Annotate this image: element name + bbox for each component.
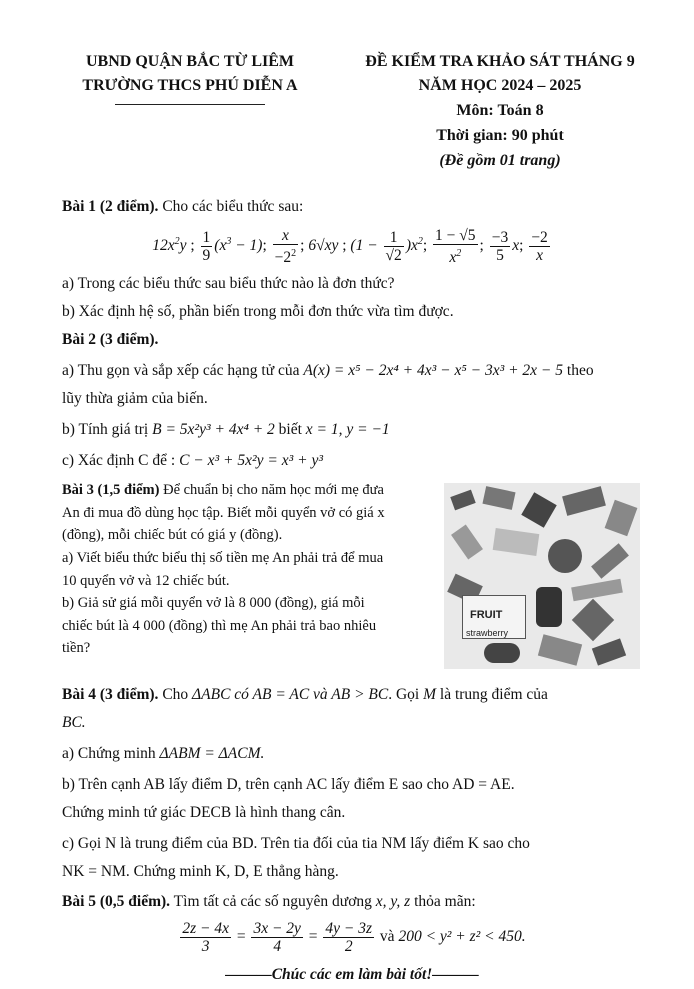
bai5-inequality: 200 < y² + z² < 450. xyxy=(398,928,526,946)
closing-wish: ———Chúc các em làm bài tốt!——— xyxy=(225,966,479,984)
supply-item xyxy=(548,539,582,573)
bai2-a-suffix: theo xyxy=(566,362,594,380)
bai5-formula: $\frac{2z - 4x}{3}$ = $\frac{3x - 2y}{4}$ = $\frac{4y - 3z}{2}$ và 200 < y² + z² < 450. xyxy=(182,920,526,956)
bai3-q-b2: chiếc bút là 4 000 (đồng) thì mẹ An phải trả bao nhiêu xyxy=(62,617,377,634)
school-year: NĂM HỌC 2024 – 2025 xyxy=(418,77,582,94)
bai3-text xyxy=(62,479,438,660)
supply-item xyxy=(592,639,626,666)
supply-item xyxy=(493,528,540,556)
bai2-b-expr: B = 5x²y³ + 4x⁴ + 2 xyxy=(152,421,275,439)
bai5-vars: x, y, z xyxy=(375,893,411,911)
bai5-title: Bài 5 (0,5 điểm). xyxy=(62,893,171,911)
subject: Môn: Toán 8 xyxy=(456,102,544,119)
bai4-point-m: M xyxy=(423,686,437,704)
pages-note: (Đề gồm 01 trang) xyxy=(439,152,561,169)
bai2-c-expr: C − x³ + 5x²y = x³ + y³ xyxy=(179,452,323,470)
bai2-a-prefix: a) Thu gọn và sắp xếp các hạng tử của xyxy=(62,362,300,380)
supply-item xyxy=(571,579,623,601)
bai4-a-expr: ΔABM = ΔACM. xyxy=(159,745,265,763)
supply-item xyxy=(521,492,557,528)
bai2-a-continuation: lũy thừa giảm của biến. xyxy=(62,390,208,408)
supply-item xyxy=(572,599,614,641)
bai4-line1 xyxy=(62,681,642,709)
bai4-cho: Cho xyxy=(162,686,189,704)
bai2-title: Bài 2 (3 điểm). xyxy=(62,331,159,349)
bai2-question-a xyxy=(62,357,642,385)
bai3-title: Bài 3 (1,5 điểm) xyxy=(62,482,160,499)
bai2-a-expr: A(x) = x⁵ − 2x⁴ + 4x³ − x⁵ − 3x³ + 2x − 5 xyxy=(303,362,564,380)
bai4-title: Bài 4 (3 điểm). xyxy=(62,686,159,704)
bai1-question-b: b) Xác định hệ số, phần biến trong mỗi đơn thức vừa tìm được. xyxy=(62,303,454,321)
bai2-question-b xyxy=(62,416,642,444)
image-label-strawberry: strawberry xyxy=(466,628,509,639)
bai4-question-b1: b) Trên cạnh AB lấy điểm D, trên cạnh AC lấy điểm E sao cho AD = AE. xyxy=(62,776,515,794)
supply-item xyxy=(450,490,475,511)
bai3-text3: (đồng), mỗi chiếc bút có giá y (đồng). xyxy=(62,527,283,544)
exam-header xyxy=(345,50,655,173)
bai2-question-c xyxy=(62,447,642,475)
bai1-intro: Cho các biểu thức sau: xyxy=(162,198,304,215)
school-name: TRƯỜNG THCS PHÚ DIỄN A xyxy=(82,77,298,94)
bai2-c-prefix: c) Xác định C để : xyxy=(62,452,176,470)
district-name: UBND QUẬN BẮC TỪ LIÊM xyxy=(85,53,294,70)
supply-item xyxy=(538,634,582,666)
bai2-b-mid: biết xyxy=(278,421,302,439)
bai3-q-a1: a) Viết biểu thức biểu thị số tiền mẹ An phải trả để mua xyxy=(62,549,384,566)
bai1-question-a: a) Trong các biểu thức sau biểu thức nào là đơn thức? xyxy=(62,275,395,293)
bai4-midpoint: là trung điểm của xyxy=(439,686,548,704)
bai1-expressions: $12x^2y$ ; $\frac{1}{9}$ $(x^3 - 1)$; $\frac{x}{-2^2}$ ; 6√xy ; (1 − $\frac{1}{√2}$ )$x^2$; $\frac{1 - √5}{x^2}$ ; $\frac{-3}{5}$ x; $\frac{-2}{x}$ xyxy=(152,227,548,267)
supply-item xyxy=(536,587,562,627)
school-header xyxy=(60,50,320,105)
bai3-q-b1: b) Giả sử giá mỗi quyển vở là 8 000 (đồng), giá mỗi xyxy=(62,595,365,612)
supply-item xyxy=(484,643,520,663)
bai4-goi: . Gọi xyxy=(388,686,420,704)
bai2-b-prefix: b) Tính giá trị xyxy=(62,421,149,439)
bai4-line2: BC. xyxy=(62,714,86,732)
supply-item xyxy=(591,543,629,578)
exam-title: ĐỀ KIỂM TRA KHẢO SÁT THÁNG 9 xyxy=(365,53,635,70)
supply-item xyxy=(605,500,638,536)
bai4-question-b2: Chứng minh tứ giác DECB là hình thang cân. xyxy=(62,804,346,822)
supply-item xyxy=(562,486,606,516)
bai5-fraction-2: $\frac{3x - 2y}{4}$ xyxy=(253,920,301,956)
bai3-text2: An đi mua đồ dùng học tập. Biết mỗi quyển vở có giá x xyxy=(62,504,385,521)
bai3-q-b3: tiền? xyxy=(62,640,91,657)
exam-body xyxy=(62,193,642,989)
bai5-fraction-3: $\frac{4y - 3z}{2}$ xyxy=(325,920,373,956)
image-label-fruit: FRUIT xyxy=(470,609,503,622)
bai1-title: Bài 1 (2 điểm). xyxy=(62,198,159,215)
bai1-heading xyxy=(62,193,642,221)
bai5-heading xyxy=(62,888,642,916)
bai4-question-c1: c) Gọi N là trung điểm của BD. Trên tia đối của tia NM lấy điểm K sao cho xyxy=(62,835,530,853)
bai2-b-cond: x = 1, y = −1 xyxy=(305,421,390,439)
school-supplies-image xyxy=(444,483,640,669)
bai5-and: và xyxy=(379,928,395,946)
bai3-block xyxy=(62,479,642,675)
bai4-question-a xyxy=(62,740,642,768)
bai5-text-suffix: thỏa mãn: xyxy=(414,893,476,911)
supply-item xyxy=(451,525,483,560)
supply-item xyxy=(482,486,515,510)
bai4-question-c2: NK = NM. Chứng minh K, D, E thẳng hàng. xyxy=(62,863,339,881)
header-underline xyxy=(115,104,265,105)
bai4-given: ΔABC có AB = AC và AB > BC xyxy=(192,686,389,704)
bai3-q-a2: 10 quyển vở và 12 chiếc bút. xyxy=(62,572,230,589)
time-limit: Thời gian: 90 phút xyxy=(436,127,564,144)
bai5-text-prefix: Tìm tất cả các số nguyên dương xyxy=(173,893,372,911)
bai4-a-prefix: a) Chứng minh xyxy=(62,745,156,763)
bai3-text1: Để chuẩn bị cho năm học mới mẹ đưa xyxy=(163,482,384,499)
bai5-fraction-1: $\frac{2z - 4x}{3}$ xyxy=(182,920,229,956)
